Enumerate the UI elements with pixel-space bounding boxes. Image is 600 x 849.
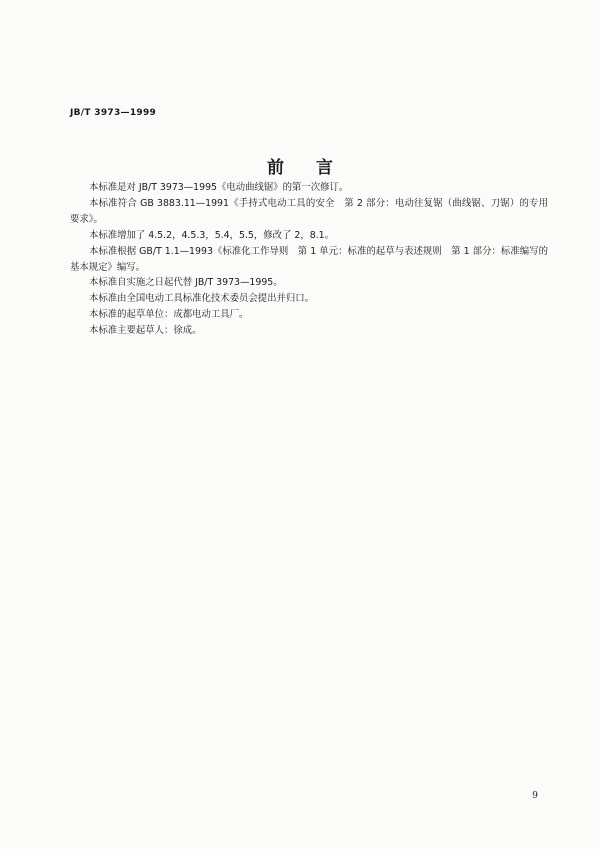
paragraph-compliance: 本标准符合 GB 3883.11—1991《手持式电动工具的安全 第 2 部分：电动往复锯（曲线锯、刀锯）的专用要求》。: [70, 197, 548, 225]
page-title: 前言: [267, 158, 365, 178]
paragraph-changes: 本标准增加了 4.5.2，4.5.3，5.4，5.5，修改了 2，8.1。: [89, 229, 334, 241]
standard-number: JB/T 3973—1999: [70, 108, 157, 118]
paragraph-replacement: 本标准自实施之日起代替 JB/T 3973—1995。: [89, 277, 283, 289]
page-number: 9: [532, 791, 538, 801]
foreword-body: [70, 180, 548, 339]
paragraph-drafting-unit: 本标准的起草单位：成都电动工具厂。: [89, 309, 249, 321]
paragraph-drafters: 本标准主要起草人：徐成。: [89, 325, 202, 337]
paragraph-drafting-basis: 本标准根据 GB/T 1.1—1993《标准化工作导则 第 1 单元：标准的起草与表述规则 第 1 部分：标准编写的基本规定》编写。: [70, 245, 548, 273]
paragraph-proposer: 本标准由全国电动工具标准化技术委员会提出并归口。: [89, 293, 315, 305]
paragraph-revision: 本标准是对 JB/T 3973—1995《电动曲线锯》的第一次修订。: [89, 182, 349, 193]
